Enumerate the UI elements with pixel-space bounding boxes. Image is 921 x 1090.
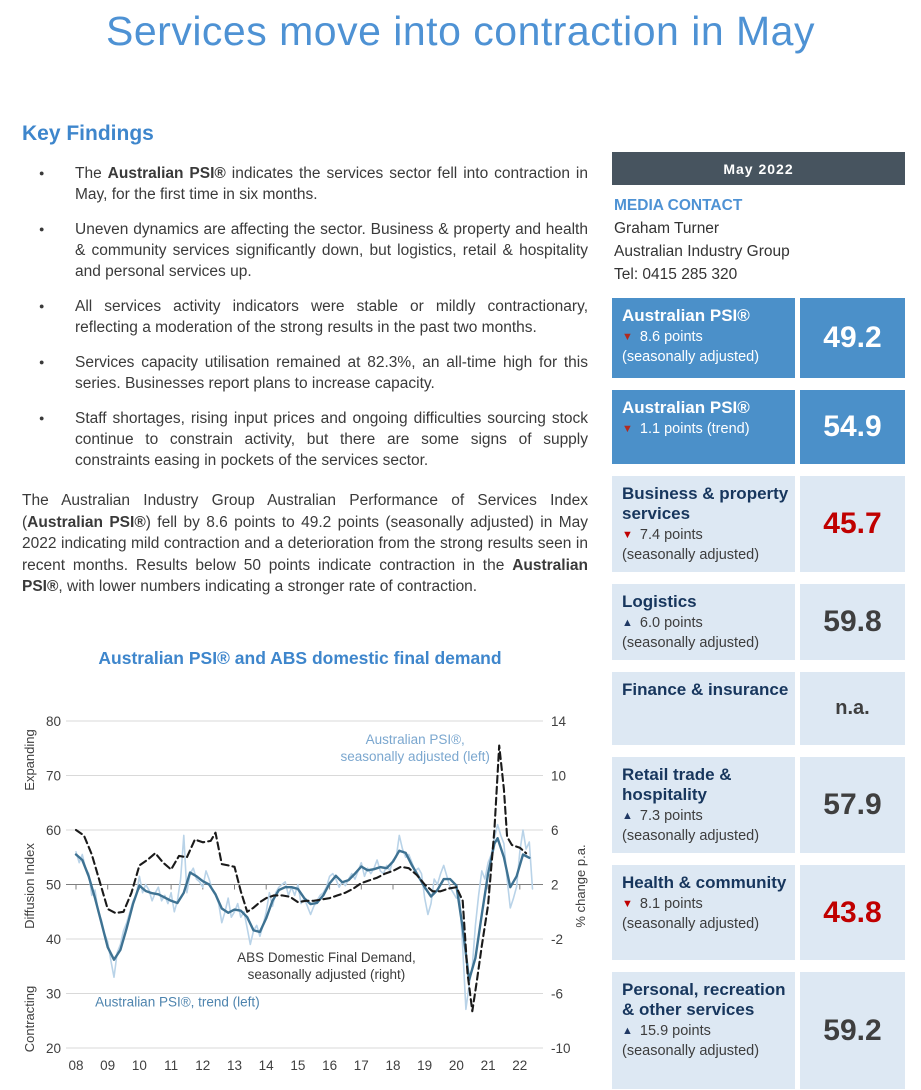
- key-finding-text: [75, 219, 588, 282]
- card-label: [612, 757, 795, 853]
- psi-card-8: [612, 972, 905, 1089]
- card-value: n.a.: [800, 672, 905, 745]
- media-contact-block: [612, 185, 905, 296]
- up-triangle-icon: ▲: [622, 810, 633, 822]
- card-title: Australian PSI®: [622, 398, 750, 417]
- body-text: All services activity indicators were stable or mildly contractionary, reflecting a moderation of the strong results in the past two months.: [75, 298, 588, 336]
- psi-card-5: [612, 672, 905, 745]
- card-note: (seasonally adjusted): [622, 635, 760, 651]
- bullet-icon: ●: [39, 357, 45, 367]
- right-axis-tick: -2: [551, 932, 564, 947]
- media-contact-heading: MEDIA CONTACT: [614, 197, 743, 214]
- card-change: ▲ 7.3 points: [622, 808, 703, 824]
- up-triangle-icon: ▲: [622, 617, 633, 629]
- card-label: [612, 298, 795, 378]
- left-axis-tick: 30: [45, 986, 61, 1002]
- x-axis-tick: 22: [512, 1058, 528, 1073]
- bullet-icon: ●: [39, 224, 45, 234]
- axis-caption-expanding: Expanding: [22, 729, 37, 791]
- key-finding-item-4: [22, 352, 588, 394]
- bold-text: Australian PSI®: [107, 165, 226, 182]
- x-axis-tick: 09: [100, 1058, 116, 1073]
- x-axis-tick: 16: [322, 1058, 338, 1073]
- bold-text: Australian PSI®: [27, 513, 146, 531]
- x-axis-tick: 19: [417, 1058, 433, 1073]
- right-axis-tick: 2: [551, 877, 559, 893]
- key-finding-item-3: [22, 296, 588, 338]
- index-cards: [612, 298, 905, 1089]
- chart-title: Australian PSI® and ABS domestic final demand: [98, 648, 502, 668]
- right-axis-tick: -6: [551, 986, 564, 1002]
- main-content: [22, 122, 588, 598]
- psi-demand-chart: [18, 686, 598, 1086]
- summary-paragraph: [22, 490, 588, 598]
- down-triangle-icon: ▼: [622, 423, 633, 435]
- body-text: The Australian Industry Group Australian Performance of Services Index (: [22, 492, 588, 531]
- card-note: (seasonally adjusted): [622, 349, 760, 365]
- sidebar: [612, 152, 905, 1089]
- card-label: [612, 476, 795, 572]
- x-axis-tick: 20: [448, 1058, 464, 1073]
- card-title: Health & community: [622, 873, 787, 892]
- card-label: [612, 865, 795, 960]
- bullet-icon: ●: [39, 168, 45, 178]
- x-axis-tick: 12: [195, 1058, 211, 1073]
- psi-sa-annotation: Australian PSI®, seasonally adjusted (left): [340, 731, 490, 764]
- card-change: ▼ 8.6 points: [622, 329, 703, 345]
- psi-trend-annotation: Australian PSI®, trend (left): [95, 994, 260, 1010]
- axis-caption-contracting: Contracting: [22, 985, 37, 1053]
- psi-card-3: [612, 476, 905, 572]
- body-text: Staff shortages, rising input prices and ongoing difficulties sourcing stock continue to constrain activity, but there are some signs of supply constraints easing in pockets of the services sector.: [75, 410, 588, 469]
- card-value: 49.2: [800, 298, 905, 378]
- right-axis-tick: 10: [551, 768, 567, 784]
- body-text: The: [75, 165, 108, 182]
- psi-card-1: [612, 298, 905, 378]
- card-value: 57.9: [800, 757, 905, 853]
- left-axis-tick: 70: [45, 768, 61, 784]
- body-text: Uneven dynamics are affecting the sector. Business & property and health & community services significantly down, but logistics, retail & hospitality and personal services up.: [75, 221, 588, 280]
- abs-dfd-annotation: ABS Domestic Final Demand, seasonally adjusted (right): [237, 949, 416, 982]
- card-change: ▼ 7.4 points: [622, 527, 703, 543]
- card-change: ▲ 15.9 points: [622, 1023, 711, 1039]
- page-title: Services move into contraction in May: [106, 8, 815, 54]
- down-triangle-icon: ▼: [622, 331, 633, 343]
- body-text: Services capacity utilisation remained at 82.3%, an all-time high for this series. Businesses report plans to increase capacity.: [75, 354, 588, 392]
- body-text: ) fell by 8.6 points to 49.2 points (seasonally adjusted) in May 2022 indicating mild contraction and a deterioration from the strong results seen in recent months. Results below 50 points indicate contraction in the: [22, 513, 588, 574]
- card-value: 45.7: [800, 476, 905, 572]
- x-axis-tick: 21: [480, 1058, 496, 1073]
- key-finding-text: [75, 163, 588, 205]
- x-axis-tick: 08: [68, 1058, 84, 1073]
- left-axis-tick: 50: [45, 877, 61, 893]
- right-axis-tick: -10: [551, 1041, 571, 1056]
- key-findings-heading: Key Findings: [22, 122, 154, 145]
- left-axis-tick: 80: [45, 714, 61, 729]
- left-axis-tick: 60: [45, 823, 61, 838]
- key-finding-item-5: [22, 408, 588, 471]
- card-value: 59.8: [800, 584, 905, 660]
- card-title: Finance & insurance: [622, 680, 789, 699]
- card-value: 43.8: [800, 865, 905, 960]
- bold-text: Australian PSI®: [22, 556, 588, 595]
- axis-caption-diffusion-index: Diffusion Index: [22, 843, 37, 929]
- x-axis-tick: 17: [353, 1058, 369, 1073]
- body-text: indicates the services sector fell into contraction in May, for the first time in six months.: [75, 165, 588, 203]
- card-title: Business & property services: [622, 484, 789, 523]
- x-axis-tick: 18: [385, 1058, 401, 1073]
- key-finding-text: [75, 296, 588, 338]
- key-finding-text: [75, 352, 588, 394]
- card-title: Logistics: [622, 592, 697, 611]
- card-title: Australian PSI®: [622, 306, 750, 325]
- down-triangle-icon: ▼: [622, 529, 633, 541]
- card-note: (seasonally adjusted): [622, 547, 760, 563]
- card-value: 54.9: [800, 390, 905, 464]
- left-axis-tick: 40: [45, 932, 61, 947]
- axis-caption-pct-change: % change p.a.: [573, 844, 588, 928]
- body-text: , with lower numbers indicating a stronger rate of contraction.: [58, 578, 478, 595]
- right-axis-tick: 14: [551, 714, 567, 729]
- media-contact-org: Australian Industry Group: [614, 243, 790, 260]
- x-axis-tick: 14: [258, 1058, 274, 1073]
- card-label: [612, 390, 795, 464]
- media-contact-tel: Tel: 0415 285 320: [614, 266, 738, 283]
- x-axis-tick: 10: [131, 1058, 147, 1073]
- left-axis-tick: 20: [45, 1041, 61, 1056]
- x-axis-tick: 15: [290, 1058, 306, 1073]
- key-finding-item-1: [22, 163, 588, 205]
- card-title: Retail trade & hospitality: [622, 765, 732, 804]
- card-change: ▲ 6.0 points: [622, 615, 703, 631]
- month-header: May 2022: [612, 152, 905, 185]
- media-contact-name: Graham Turner: [614, 220, 720, 237]
- card-label: [612, 584, 795, 660]
- card-note: (seasonally adjusted): [622, 828, 760, 844]
- card-note: (seasonally adjusted): [622, 916, 760, 932]
- up-triangle-icon: ▲: [622, 1025, 633, 1037]
- card-label: [612, 672, 795, 745]
- key-findings-list: [22, 163, 588, 471]
- key-finding-text: [75, 408, 588, 471]
- down-triangle-icon: ▼: [622, 898, 633, 910]
- x-axis-tick: 13: [226, 1058, 243, 1073]
- psi-card-2: [612, 390, 905, 464]
- psi-card-4: [612, 584, 905, 660]
- right-axis-tick: 6: [551, 823, 559, 838]
- card-title: Personal, recreation & other services: [622, 980, 786, 1019]
- key-finding-item-2: [22, 219, 588, 282]
- card-value: 59.2: [800, 972, 905, 1089]
- bullet-icon: ●: [39, 301, 45, 311]
- card-change: ▼ 8.1 points: [622, 896, 703, 912]
- psi-card-6: [612, 757, 905, 853]
- card-change: ▼ 1.1 points (trend): [622, 421, 750, 437]
- card-label: [612, 972, 795, 1089]
- card-note: (seasonally adjusted): [622, 1043, 760, 1059]
- bullet-icon: ●: [39, 413, 45, 423]
- psi-card-7: [612, 865, 905, 960]
- x-axis-tick: 11: [164, 1058, 179, 1073]
